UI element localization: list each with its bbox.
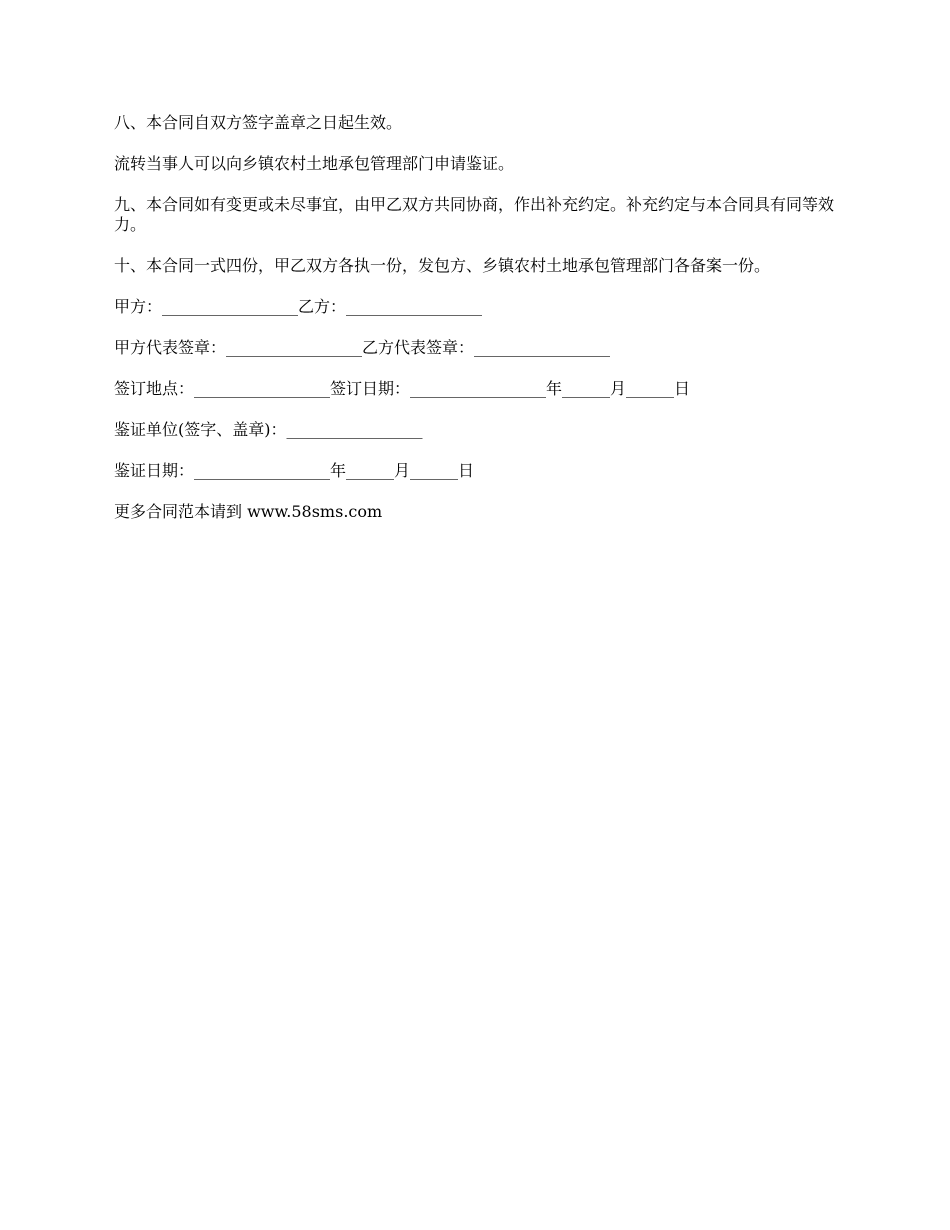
footer-more-templates: 更多合同范本请到 www.58sms.com: [114, 502, 383, 521]
clause-10-copies: 十、本合同一式四份，甲乙双方各执一份，发包方、乡镇农村土地承包管理部门各备案一份。: [114, 256, 771, 275]
certifying-unit-line: 鉴证单位(签字、盖章)：_________________: [114, 420, 423, 439]
party-signature-line: 甲方：_________________乙方：_________________: [114, 297, 483, 316]
clause-9-amendments: 九、本合同如有变更或未尽事宜，由甲乙双方共同协商，作出补充约定。补充约定与本合同具有同等效力。: [114, 195, 835, 234]
certification-date-line: 鉴证日期：_________________年______月______日: [114, 461, 475, 480]
clause-8-effective: 八、本合同自双方签字盖章之日起生效。: [114, 113, 403, 132]
signing-place-date-line: 签订地点：_________________签订日期：_________________年______月______日: [114, 379, 691, 398]
clause-8-certification-note: 流转当事人可以向乡镇农村土地承包管理部门申请鉴证。: [114, 154, 515, 173]
document-page: [114, 113, 840, 543]
representative-signature-line: 甲方代表签章：_________________乙方代表签章：_________________: [114, 338, 611, 357]
